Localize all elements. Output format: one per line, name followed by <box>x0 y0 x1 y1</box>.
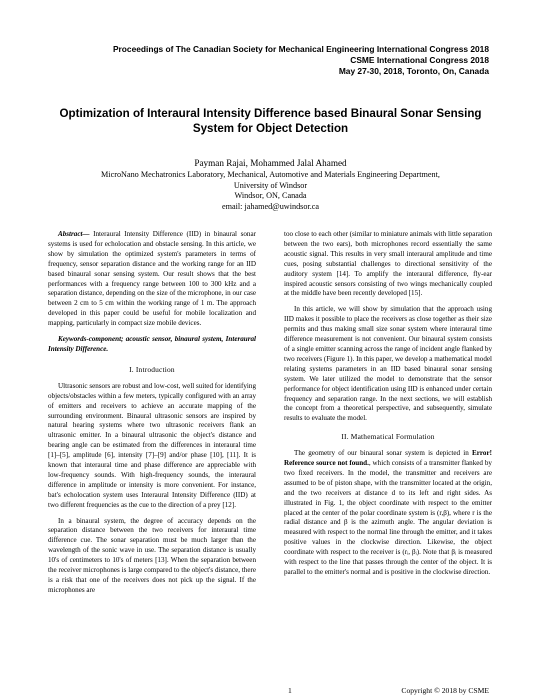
formulation-text-b: , which consists of a transmitter flanked by two fixed receivers. In the model, the transmitter and receivers are assumed to be of piston shape, with the transmitter located at the origin, and the two receivers at distance d to its left and right sides. As illustrated in Fig. 1, the object coordinate with respect to the emitter placed at the center of the polar coordinate system is (r,β), where r is the radial distance and β is the azimuth angle. The angular deviation is measured with respect to the normal line through the emitter, and it takes positive values in the clockwise direction. Likewise, the object coordinate with respect to the receiver is (rᵢ, βᵢ). Note that βᵢ is measured with respect to the line that passes through the center of the object. It is parallel to the emitter's normal and is positive in the clockwise direction. <box>284 459 492 576</box>
right-paragraph-2: In this article, we will show by simulation that the approach using IID makes it possible to place the receivers as close together as their size permits and thus making small size sonar system where interaural time difference measurement is not convenient. Our binaural system consists of a single emitter scanning across the range of incident angle flanked by two receivers (Figure 1). In this paper, we develop a mathematical model relating systems parameters in an IID based binaural sonar sensing system. We later utilized the model to demonstrate that the sensor performance for object identification using IID is enhanced under certain frequency and separation range. In the next sections, we will establish the concept from a theoretical perspective, and subsequently, simulate results to evaluate the model. <box>284 305 492 423</box>
paper-title: Optimization of Interaural Intensity Difference based Binaural Sonar Sensing System for Object Detection <box>59 107 482 135</box>
intro-paragraph-2: In a binaural system, the degree of accuracy depends on the separation distance between the two receivers for interaural time difference cue. The sonar separation must be much larger than the wavelength of the sonic wave in use. The separation distance is usually 10's of centimeters to 10's of meters [13]. When the separation between the receiver microphones is large compared to the object's distance, there is a risk that one of the receivers does not pick up the signal. If the microphones are <box>48 516 256 594</box>
right-column <box>284 230 492 584</box>
section-heading-introduction: I. Introduction <box>129 364 175 374</box>
header-line-proceedings: Proceedings of The Canadian Society for Mechanical Engineering International Congress 2018 <box>112 44 489 54</box>
intro-paragraph-1: Ultrasonic sensors are robust and low-cost, well suited for identifying objects/obstacles within a few meters, typically configured with an array of emitters and receivers to achieve an accurate mapping of the surrounding environment. Binaural ultrasonic sensors are inspired by natural hearing systems where two ultrasonic receivers flank an ultrasonic emitter. In a binaural ultrasonic the object's distance and bearing angle can be estimated from the differences in interaural time [1]–[5], amplitude [6], intensity [7]–[9] and/or phase [10], [11]. It is known that interaural time and phase difference are appreciable with low-frequency sounds. With high-frequency sounds, the interaural difference in amplitude or intensity is more convenient. For instance, bat's echolocation system uses Interaural Intensity Difference (IID) at two different frequencies as the cue to the direction of a prey [12]. <box>48 381 256 509</box>
author-affiliation: MicroNano Mechatronics Laboratory, Mechanical, Automotive and Materials Engineering Department, <box>101 170 440 179</box>
author-block <box>30 157 511 212</box>
header-line-dates: May 27-30, 2018, Toronto, On, Canada <box>338 66 489 76</box>
author-city: Windsor, ON, Canada <box>234 191 307 201</box>
conference-header <box>113 44 489 77</box>
page-number: 1 <box>288 686 292 695</box>
keywords: Keywords-component; acoustic sensor, binaural system, Interaural Intensity Difference. <box>48 335 256 353</box>
author-university: University of Windsor <box>233 180 308 190</box>
copyright: Copyright © 2018 by CSME <box>401 686 489 695</box>
left-column <box>48 230 256 602</box>
author-email: email: jahamed@uwindsor.ca <box>221 201 320 211</box>
reference-error: Error! Reference source not found. <box>284 449 492 468</box>
section-heading-formulation: II. Mathematical Formulation <box>341 432 435 442</box>
header-line-congress: CSME International Congress 2018 <box>350 55 489 65</box>
abstract-label: Abstract— <box>58 230 90 238</box>
abstract <box>48 230 256 329</box>
formulation-text-a: The geometry of our binaural sonar system is depicted in <box>294 449 473 458</box>
author-names: Payman Rajai, Mohammed Jalal Ahamed <box>194 158 347 168</box>
formulation-paragraph <box>284 449 492 578</box>
abstract-text: Interaural Intensity Difference (IID) in binaural sonar systems is used for echolocation and obstacle sensing. In this article, we show by simulation the optimized system's parameters in terms of frequency, sensor separation distance and the working range for an IID based binaural sonar sensing system. Our result shows that the best performances with a frequency range between 100 to 300 kHz and a separation distance, depending on the size of the microphone, in our case between 2 cm to 5 cm within the working range of 1 m. The approach developed in this paper could be useful for mobile localization and mapping, particularly in compact size mobile devices. <box>48 230 256 328</box>
right-paragraph-1: too close to each other (similar to miniature animals with little separation between the two ears), both microphones record essentially the same acoustic signal. This results in very small interaural amplitude and time cues, posing substantial challenges to directional sensitivity of the auditory system [14]. To amplify the interaural difference, fly-ear inspired acoustic sensors consisting of two wings mechanically coupled at the middle have been recently developed [15]. <box>284 230 492 298</box>
